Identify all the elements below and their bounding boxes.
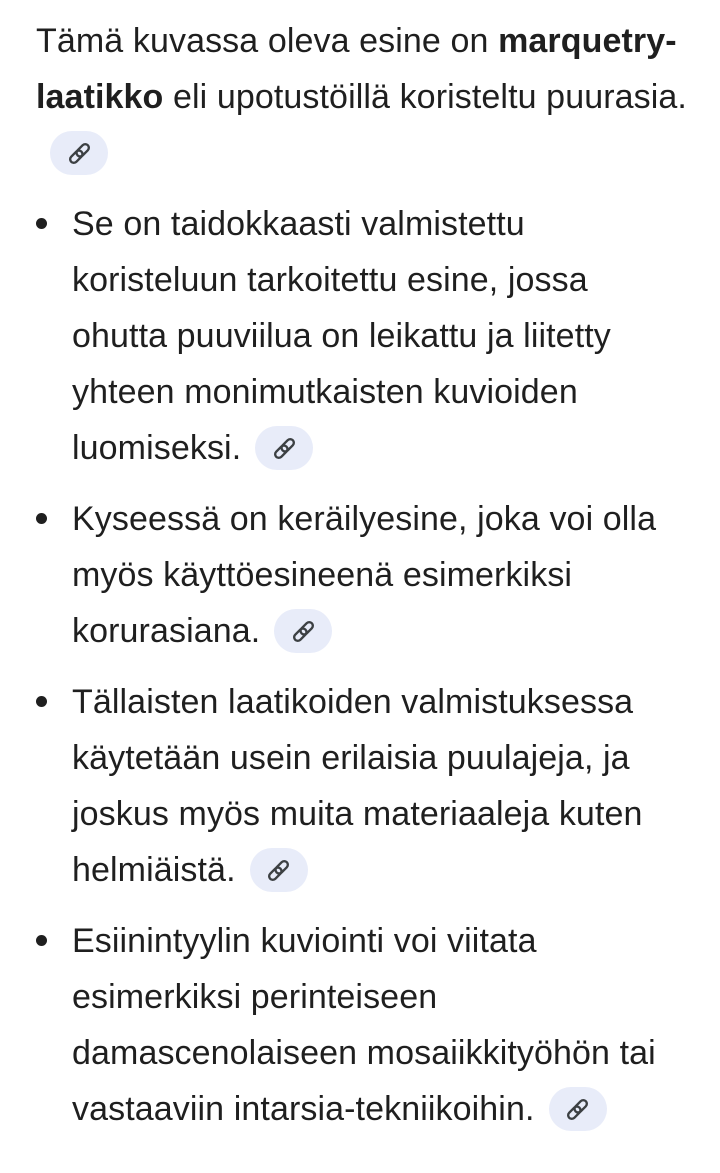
link-icon [265, 857, 292, 884]
bullet-icon [36, 696, 47, 707]
list-item [36, 196, 692, 476]
bullet-text: Kyseessä on keräilyesine, joka voi olla myös käyttöesineenä esimerkiksi korurasiana. [72, 500, 657, 650]
bullet-list [36, 196, 692, 1137]
bullet-text: Tällaisten laatikoiden valmistuksessa käytetään usein erilaisia puulajeja, ja joskus myös muita materiaaleja kuten helmiäistä. [72, 683, 643, 889]
list-item [36, 674, 692, 898]
bullet-content [72, 674, 692, 898]
link-icon [66, 140, 93, 167]
bullet-icon [36, 935, 47, 946]
link-icon [271, 435, 298, 462]
citation-link-chip[interactable] [549, 1087, 607, 1131]
link-icon [564, 1096, 591, 1123]
intro-bold-term: marquetry-laatikko [36, 22, 677, 116]
bullet-icon [36, 218, 47, 229]
citation-link-chip[interactable] [50, 131, 108, 175]
intro-text-suffix: eli upotustöillä koristeltu puurasia. [163, 78, 687, 116]
list-item [36, 913, 692, 1137]
bullet-content [72, 196, 692, 476]
citation-link-chip[interactable] [255, 426, 313, 470]
intro-text-prefix: Tämä kuvassa oleva esine on [36, 22, 499, 60]
bullet-content [72, 913, 692, 1137]
list-item [36, 491, 692, 659]
bullet-icon [36, 513, 47, 524]
citation-link-chip[interactable] [250, 848, 308, 892]
bullet-text: Se on taidokkaasti valmistettu koristeluun tarkoitettu esine, jossa ohutta puuviilua on leikattu ja liitetty yhteen monimutkaisten kuvioiden luomiseksi. [72, 205, 611, 467]
bullet-content [72, 491, 692, 659]
intro-paragraph [36, 13, 692, 181]
link-icon [290, 618, 317, 645]
citation-link-chip[interactable] [274, 609, 332, 653]
bullet-text: Esiinintyylin kuviointi voi viitata esimerkiksi perinteiseen damascenolaiseen mosaiikkityöhön tai vastaaviin intarsia-tekniikoihin. [72, 922, 656, 1128]
